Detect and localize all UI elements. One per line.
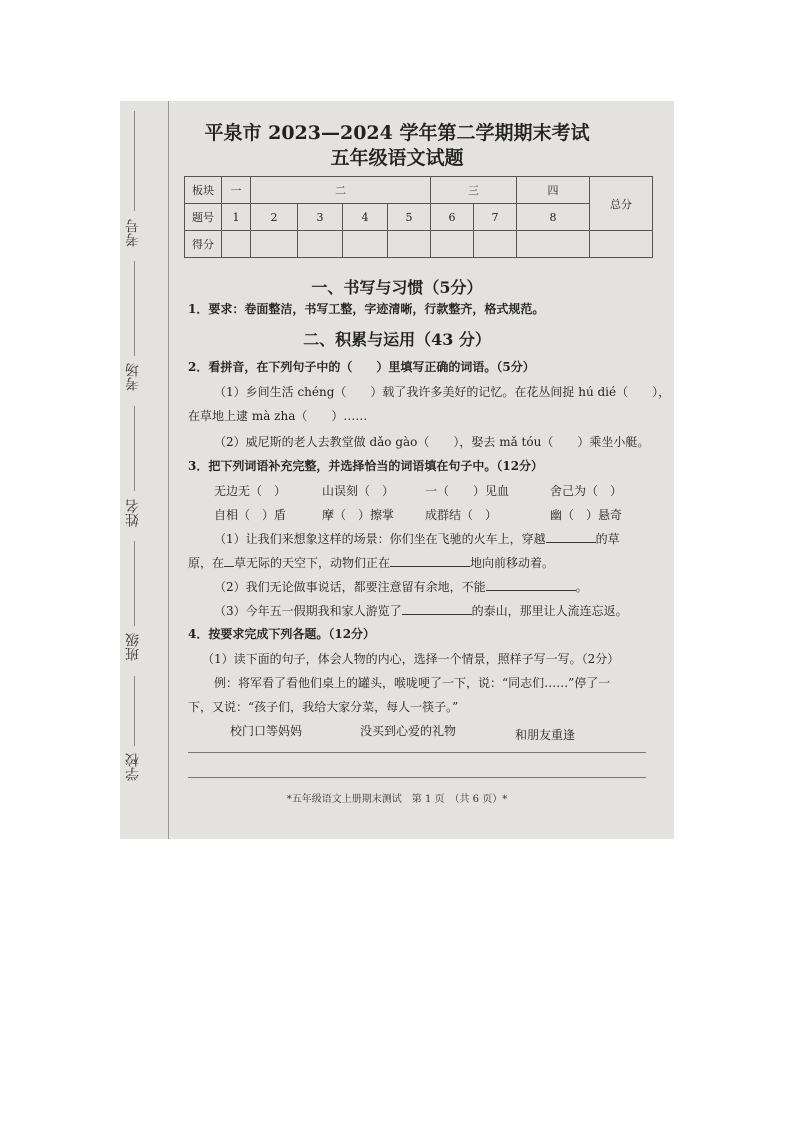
binding-margin	[120, 101, 169, 839]
q4-example: 例：将军看了看他们桌上的罐头，喉咙哽了一下，说：“同志们……”停了一	[214, 676, 611, 690]
row-label-score: 得分	[185, 231, 222, 258]
total-label: 总分	[590, 177, 653, 231]
q3-stem: 3．把下列词语补充完整，并选择恰当的词语填在句子中。（12分）	[188, 459, 544, 473]
q3-word: 摩（ ）擦掌	[322, 508, 395, 522]
q3-sentence1-cont	[188, 554, 554, 571]
answer-blank[interactable]	[486, 590, 576, 591]
q3-word: 无边无（ ）	[214, 484, 287, 498]
row-label-section: 板块	[185, 177, 222, 204]
answer-blank[interactable]	[546, 542, 596, 543]
part2-heading: 二、积累与运用（43 分）	[303, 330, 491, 349]
q2-stem: 2．看拼音，在下列句子中的（ ）里填写正确的词语。（5分）	[188, 360, 535, 374]
q4-option: 校门口等妈妈	[230, 724, 303, 738]
q3-sentence1	[214, 530, 620, 547]
exam-paper-photo	[120, 101, 674, 839]
table-row	[185, 177, 653, 204]
margin-label-exam-number: 考号	[125, 219, 141, 247]
score-cell	[222, 231, 251, 258]
question-number-cell: 4	[343, 204, 388, 231]
score-cell	[251, 231, 298, 258]
question-number-cell: 2	[251, 204, 298, 231]
score-cell	[474, 231, 517, 258]
q3-word: 一（ ）见血	[425, 484, 510, 498]
score-cell	[343, 231, 388, 258]
answer-blank[interactable]	[402, 614, 472, 615]
exam-title: 平泉市 2023—2024 学年第二学期期末考试	[204, 122, 590, 144]
q4-option: 和朋友重逢	[515, 728, 576, 742]
table-row	[185, 231, 653, 258]
answer-blank[interactable]	[390, 566, 470, 567]
answer-blank[interactable]	[224, 566, 234, 567]
q3-s2-text-b: 。	[575, 580, 588, 594]
margin-line	[134, 541, 135, 626]
q3-word: 舍己为（ ）	[550, 484, 623, 498]
q4-example-cont: 下，又说：“孩子们，我给大家分菜，每人一筷子。”	[188, 700, 459, 714]
q4-option: 没买到心爱的礼物	[360, 724, 457, 738]
section-cell-1: 一	[222, 177, 251, 204]
q3-sentence3	[214, 602, 628, 619]
exam-subtitle: 五年级语文试题	[330, 147, 464, 169]
q3-s1-text-b: 的草	[595, 532, 620, 546]
margin-line	[134, 676, 135, 746]
total-score-cell	[590, 231, 653, 258]
row-label-question: 题号	[185, 204, 222, 231]
q3-word: 幽（ ）悬奇	[550, 508, 623, 522]
section-cell-4: 四	[517, 177, 590, 204]
question-number-cell: 1	[222, 204, 251, 231]
margin-label-name: 姓名	[125, 499, 141, 527]
q2-sentence1: （1）乡间生活 chéng（ ）载了我许多美好的记忆。在花丛间捉 hú dié（ ），	[214, 385, 671, 399]
part1-item1: 1．要求：卷面整洁，书写工整，字迹清晰，行款整齐，格式规范。	[188, 302, 545, 316]
q3-s1-text-e: 地向前移动着。	[470, 556, 555, 570]
q3-word: 自相（ ）盾	[214, 508, 287, 522]
q3-s2-text-a: （2）我们无论做事说话，都要注意留有余地，不能	[214, 580, 486, 594]
margin-label-exam-room: 考场	[125, 363, 141, 391]
question-number-cell: 6	[431, 204, 474, 231]
writing-line[interactable]	[188, 752, 646, 753]
q3-word: 成群结（ ）	[425, 508, 498, 522]
q2-sentence2: （2）威尼斯的老人去教堂做 dǎo gào（ ），娶去 mǎ tóu（ ）乘坐小艇。	[214, 435, 650, 449]
margin-label-school: 学校	[125, 753, 141, 781]
q4-sub1: （1）读下面的句子，体会人物的内心，选择一个情景，照样子写一写。（2分）	[202, 652, 620, 666]
page-footer: *五年级语文上册期末测试 第 1 页 （共 6 页）*	[286, 794, 508, 805]
q3-s1-text-a: （1）让我们来想象这样的场景：你们坐在飞驰的火车上，穿越	[214, 532, 546, 546]
score-table	[184, 176, 653, 258]
question-number-cell: 8	[517, 204, 590, 231]
question-number-cell: 7	[474, 204, 517, 231]
q3-s1-text-c: 原，在	[188, 556, 225, 570]
table-row	[185, 204, 653, 231]
margin-label-class: 班级	[125, 633, 141, 661]
q3-word: 山误刻（ ）	[322, 484, 395, 498]
section-cell-2: 二	[251, 177, 431, 204]
q4-stem: 4．按要求完成下列各题。（12分）	[188, 627, 376, 641]
score-cell	[431, 231, 474, 258]
question-number-cell: 5	[388, 204, 431, 231]
score-cell	[298, 231, 343, 258]
score-cell	[517, 231, 590, 258]
margin-line	[134, 406, 135, 491]
part1-heading: 一、书写与习惯（5分）	[311, 278, 483, 297]
q2-sentence1-cont: 在草地上逮 mà zha（ ）……	[188, 409, 368, 423]
q3-s1-text-d: 草无际的天空下，动物们正在	[234, 556, 391, 570]
q3-s3-text-b: 的泰山，那里让人流连忘返。	[471, 604, 628, 618]
writing-line[interactable]	[188, 777, 646, 778]
section-cell-3: 三	[431, 177, 517, 204]
q3-sentence2	[214, 578, 588, 595]
q3-s3-text-a: （3）今年五一假期我和家人游览了	[214, 604, 402, 618]
score-cell	[388, 231, 431, 258]
question-number-cell: 3	[298, 204, 343, 231]
